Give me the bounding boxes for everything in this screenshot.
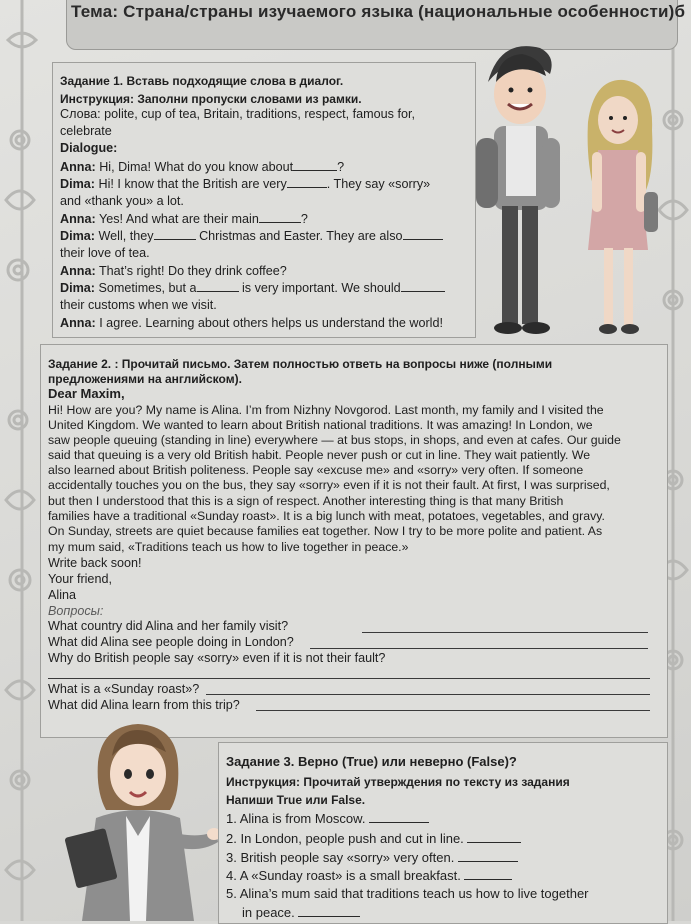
letter-line: my mum said, «Traditions teach us how to live together in peace.» (48, 540, 409, 554)
answer-line[interactable] (206, 694, 650, 695)
answer-blank[interactable] (401, 281, 445, 292)
topic-title: Тема: Страна/страны изучаемого языка (национальные особенности)б (71, 2, 686, 21)
answer-line[interactable] (310, 648, 648, 649)
letter-line: said that queuing is a very old British habit. People never push or cut in line. They wait patiently. We (48, 448, 591, 462)
letter-line: also learned about British politeness. People say «excuse me» and «sorry» very often. If someone (48, 463, 584, 477)
answer-blank[interactable] (403, 229, 443, 240)
question-3: Why do British people say «sorry» even if it is not their fault? (48, 651, 386, 665)
letter-line: accidentally touches you on the bus, they say «sorry» even if it is not their fault. At first, I was surprised, (48, 478, 610, 492)
dialogue-line: Anna: That’s right! Do they drink coffee? (60, 264, 287, 278)
answer-blank[interactable] (293, 160, 337, 171)
dialogue-line: Dima: Sometimes, but a is very important. We should (60, 280, 445, 296)
answer-blank[interactable] (259, 212, 301, 223)
statement-3: 3. British people say «sorry» very often. (226, 850, 518, 866)
task3-instruction: Инструкция: Прочитай утверждения по тексту из задания (226, 775, 570, 789)
question-5: What did Alina learn from this trip? (48, 698, 240, 712)
statement-4: 4. A «Sunday roast» is a small breakfast. (226, 868, 512, 884)
answer-line[interactable] (362, 632, 648, 633)
task1-instruction: Инструкция: Заполни пропуски словами из рамки. (60, 92, 362, 106)
letter-line: but then I understood that this is a sign of respect. Another interesting thing is that many British (48, 494, 564, 508)
questions-label: Вопросы: (48, 604, 104, 618)
left-ornament-border (0, 0, 42, 921)
dialogue-line: Dima: Hi! I know that the British are very . They say «sorry» (60, 177, 431, 191)
true-false-blank[interactable] (458, 851, 518, 862)
letter-line: saw people queuing (standing in line) everywhere — at bus stops, in shops, and even at cafes. Our guide (48, 433, 621, 447)
dialogue-label: Dialogue: (60, 141, 118, 155)
question-2: What did Alina see people doing in London? (48, 635, 294, 649)
question-4: What is a «Sunday roast»? (48, 682, 200, 696)
letter-line: Hi! How are you? My name is Alina. I’m from Nizhny Novgorod. Last month, my family and I visited the (48, 403, 604, 417)
boy-figure (476, 46, 560, 334)
boy-and-girl-illustration (470, 42, 670, 340)
question-1: What country did Alina and her family visit? (48, 619, 289, 633)
dialogue-line: Anna: Hi, Dima! What do you know about ? (60, 160, 345, 174)
task3-title: Задание 3. Верно (True) или неверно (False)? (226, 754, 517, 769)
letter-line: United Kingdom. We wanted to learn about British national traditions. It was amazing! In London, we (48, 418, 593, 432)
letter-greeting: Dear Maxim, (48, 386, 125, 401)
task1-word-bank: Слова: polite, cup of tea, Britain, traditions, respect, famous for, (60, 107, 415, 121)
dialogue-line: Anna: Yes! And what are their main ? (60, 212, 308, 226)
letter-closing: Your friend, (48, 572, 112, 586)
girl-figure (588, 80, 658, 334)
letter-line: On Sunday, streets are quiet because families eat together. Now I try to be more polite and patient. As (48, 524, 603, 538)
statement-5-cont: in peace. (242, 905, 360, 921)
letter-closing: Write back soon! (48, 556, 142, 570)
letter-line: families have a traditional «Sunday roast». It is a big lunch with meat, potatoes, vegetables, and gravy. (48, 509, 605, 523)
statement-5: 5. Alina’s mum said that traditions teach us how to live together (226, 886, 589, 901)
dialogue-line: Dima: Well, they Christmas and Easter. They are also (60, 228, 443, 244)
true-false-blank[interactable] (298, 906, 360, 917)
task1-word-bank-cont: celebrate (60, 124, 112, 138)
answer-blank[interactable] (197, 281, 239, 292)
true-false-blank[interactable] (467, 832, 521, 843)
true-false-blank[interactable] (369, 812, 429, 823)
answer-blank[interactable] (287, 177, 327, 188)
task2-title: Задание 2. : Прочитай письмо. Затем полностью ответь на вопросы ниже (полными (48, 357, 553, 371)
letter-signature: Alina (48, 588, 77, 602)
dialogue-line: and «thank you» a lot. (60, 194, 184, 208)
task1-title: Задание 1. Вставь подходящие слова в диалог. (60, 74, 344, 88)
answer-line[interactable] (48, 678, 650, 679)
dialogue-line: their love of tea. (60, 246, 150, 260)
task3-instruction-cont: Напиши True или False. (226, 793, 366, 807)
statement-1: 1. Alina is from Moscow. (226, 811, 429, 827)
true-false-blank[interactable] (464, 869, 512, 880)
answer-blank[interactable] (154, 229, 196, 240)
dialogue-line: their customs when we visit. (60, 298, 217, 312)
answer-line[interactable] (256, 710, 650, 711)
task2-title-cont: предложениями на английском). (48, 372, 242, 386)
dialogue-line: Anna: I agree. Learning about others helps us understand the world! (60, 316, 443, 330)
statement-2: 2. In London, people push and cut in line. (226, 831, 521, 847)
teacher-illustration (62, 722, 220, 921)
